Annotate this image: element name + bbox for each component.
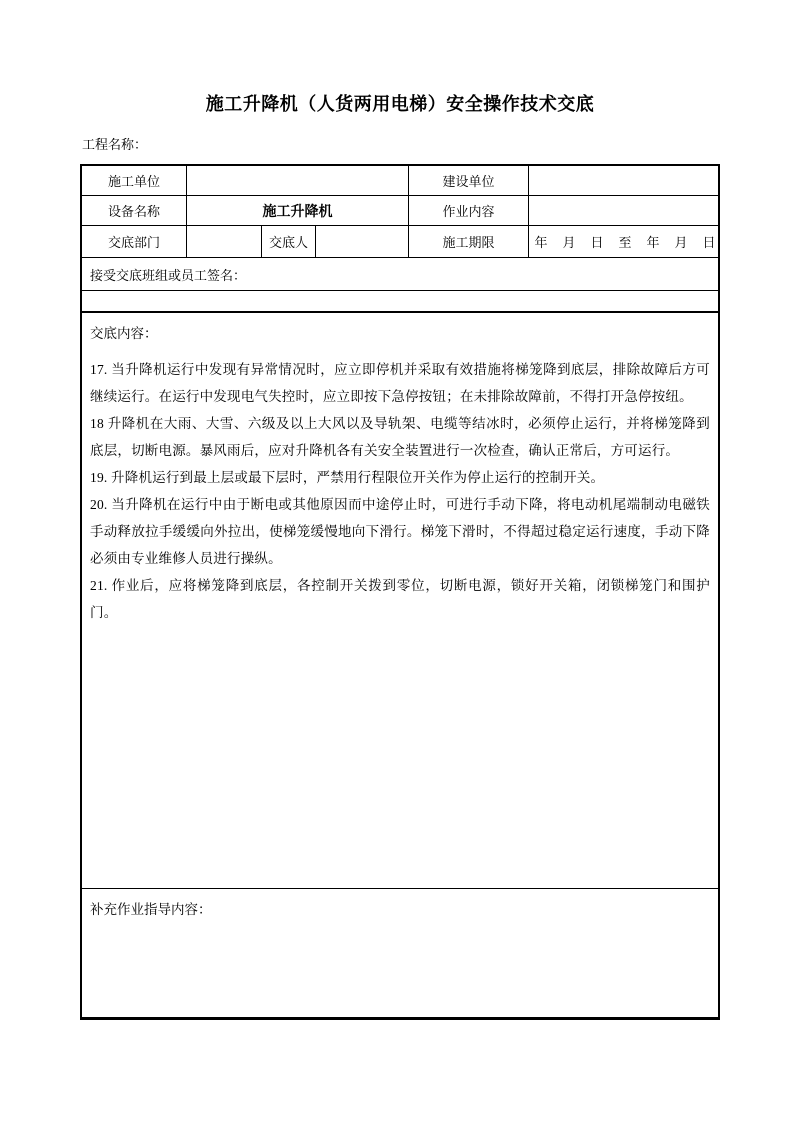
- content-item-19: 19. 升降机运行到最上层或最下层时，严禁用行程限位开关作为停止运行的控制开关。: [90, 470, 605, 485]
- signature-label: 接受交底班组或员工签名：: [90, 267, 247, 283]
- disclosure-content-label: 交底内容：: [90, 326, 158, 341]
- equipment-name-label: 设备名称: [82, 196, 187, 225]
- build-unit-value-cell[interactable]: [529, 166, 722, 195]
- page-title: 施工升降机（人货两用电梯）安全操作技术交底: [205, 94, 595, 114]
- table-row-supplement: [82, 889, 718, 1017]
- construction-period-label: 施工期限: [409, 226, 529, 257]
- content-item-21: 21. 作业后，应将梯笼降到底层，各控制开关拨到零位，切断电源，锁好开关箱，闭锁梯笼门和围护门。: [90, 578, 710, 620]
- construction-unit-label: 施工单位: [82, 166, 187, 195]
- disclosure-person-value-cell[interactable]: [316, 226, 409, 257]
- info-table: [80, 164, 720, 1020]
- supplement-cell[interactable]: [82, 889, 718, 1017]
- supplement-label: 补充作业指导内容：: [90, 902, 212, 917]
- table-row-signature-blank: [82, 291, 718, 313]
- content-item-18: 18 升降机在大雨、大雪、六级及以上大风以及导轨架、电缆等结冰时，必须停止运行，并将梯笼降到底层，切断电源。暴风雨后，应对升降机各有关安全装置进行一次检查，确认正常后，方可运行。: [90, 416, 710, 458]
- disclosure-content-cell: [82, 313, 718, 888]
- table-row-equipment: [82, 196, 718, 226]
- construction-period-value: 年 月 日 至 年 月 日: [534, 235, 717, 250]
- table-row-content: [82, 313, 718, 889]
- disclosure-dept-value-cell[interactable]: [187, 226, 262, 257]
- table-row-units: [82, 166, 718, 196]
- table-row-signature: [82, 258, 718, 291]
- work-content-label: 作业内容: [409, 196, 529, 225]
- content-item-17: 17. 当升降机运行中发现有异常情况时，应立即停机并采取有效措施将梯笼降到底层，排除故障后方可继续运行。在运行中发现电气失控时，应立即按下急停按钮；在未排除故障前，不得打开急停按纽。: [90, 362, 710, 404]
- build-unit-label: 建设单位: [409, 166, 529, 195]
- signature-blank-cell[interactable]: [82, 291, 718, 311]
- disclosure-person-label: 交底人: [262, 226, 316, 257]
- table-row-disclosure: [82, 226, 718, 258]
- equipment-name-value: 施工升降机: [187, 196, 409, 225]
- disclosure-dept-label: 交底部门: [82, 226, 187, 257]
- project-name-label: 工程名称：: [82, 137, 148, 152]
- content-item-20: 20. 当升降机在运行中由于断电或其他原因而中途停止时，可进行手动下降，将电动机尾端制动电磁铁手动释放拉手缓缓向外拉出，使梯笼缓慢地向下滑行。梯笼下滑时，不得超过稳定运行速度，手动下降必须由专业维修人员进行操纵。: [90, 497, 710, 566]
- construction-unit-value-cell[interactable]: [187, 166, 409, 195]
- document-body: [80, 0, 720, 1020]
- work-content-value-cell[interactable]: [529, 196, 722, 225]
